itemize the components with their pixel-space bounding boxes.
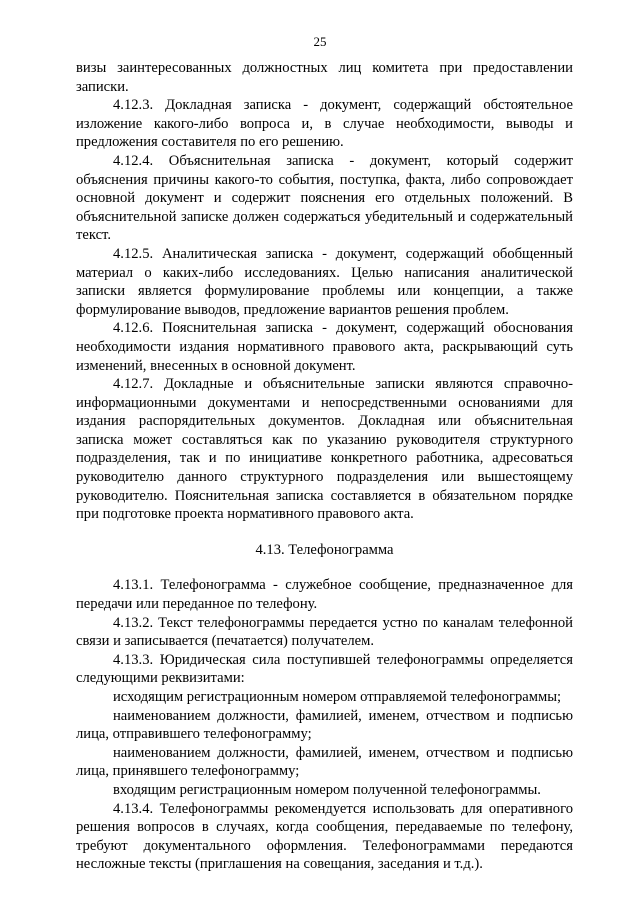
list-item-receiver-details: наименованием должности, фамилией, именем, отчеством и подписью лица, принявшего телефонограмму; <box>76 744 573 780</box>
page-number: 25 <box>313 34 327 49</box>
paragraph-4-12-4: 4.12.4. Объяснительная записка - документ, который содержит объяснения причины какого-то события, поступка, факта, либо сопровождает основной документ и содержит пояснения его отдельных положений. В объяснительной записке должен содержаться убедительный и содержательный текст. <box>76 152 573 244</box>
paragraph-4-13-2: 4.13.2. Текст телефонограммы передается устно по каналам телефонной связи и записывается (печатается) получателем. <box>76 614 573 650</box>
paragraph-4-12-3: 4.12.3. Докладная записка - документ, содержащий обстоятельное изложение какого-либо вопроса и, в случае необходимости, выводы и предложения составителя по его решению. <box>76 97 573 151</box>
paragraph-visas-continuation: визы заинтересованных должностных лиц комитета при предоставлении записки. <box>76 60 573 95</box>
paragraph-4-13-4: 4.13.4. Телефонограммы рекомендуется использовать для оперативного решения вопросов в случаях, когда сообщения, передаваемые по телефону, требуют документального оформления. Телефонограммами передаются несложные тексты (приглашения на совещания, заседания и т.д.). <box>76 800 573 873</box>
list-item-incoming-number: входящим регистрационным номером полученной телефонограммы. <box>113 781 541 798</box>
list-item-outgoing-number: исходящим регистрационным номером отправляемой телефонограммы; <box>113 689 562 705</box>
list-item-sender-details: наименованием должности, фамилией, именем, отчеством и подписью лица, отправившего телефонограмму; <box>76 707 573 743</box>
paragraph-4-13-3: 4.13.3. Юридическая сила поступившей телефонограммы определяется следующими реквизитами: <box>76 651 573 687</box>
paragraph-4-12-6: 4.12.6. Пояснительная записка - документ, содержащий обоснования необходимости издания нормативного правового акта, раскрывающий суть изменений, внесенных в основной документ. <box>76 320 573 374</box>
paragraph-4-12-7: 4.12.7. Докладные и объяснительные записки являются справочно-информационными документами и непосредственными основаниями для издания распорядительных документов. Докладная или объяснительная записка может составляться как по указанию руководителя структурного подразделения, так и по инициативе конкретного работника, адресоваться руководителю данного структурного подразделения или вышестоящему руководителю. Пояснительная записка составляется в обязательном порядке при подготовке проекта нормативного правового акта. <box>76 376 573 523</box>
document-body <box>76 59 573 874</box>
paragraph-4-13-1: 4.13.1. Телефонограмма - служебное сообщение, предназначенное для передачи или переданное по телефону. <box>76 577 573 613</box>
section-heading-4-13: 4.13. Телефонограмма <box>255 541 394 558</box>
paragraph-4-12-5: 4.12.5. Аналитическая записка - документ, содержащий обобщенный материал о каких-либо исследованиях. Целью написания аналитической записки является формулирование проблемы или концепции, а также формулирование выводов, предложение вариантов решения проблем. <box>76 245 573 318</box>
